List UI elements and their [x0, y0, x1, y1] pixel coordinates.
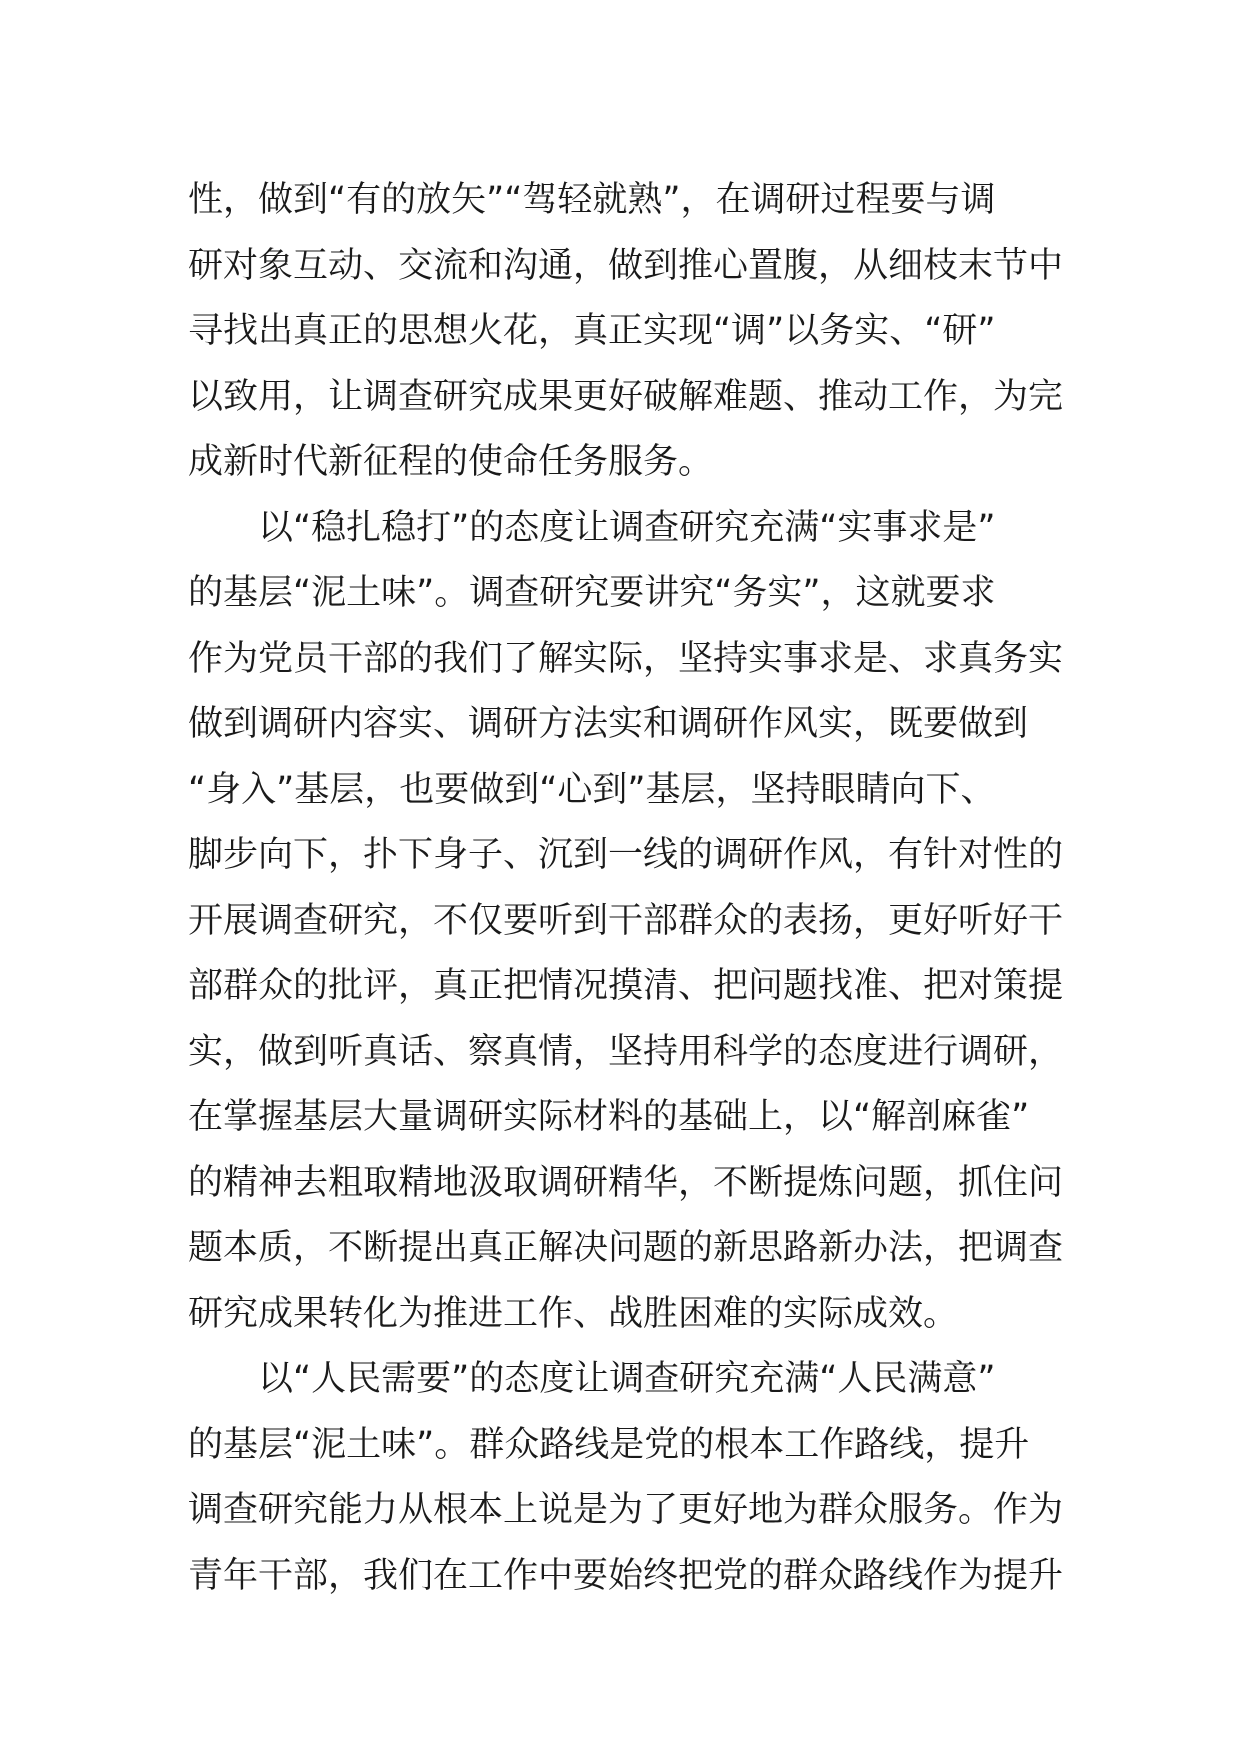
text-line: 做到调研内容实、调研方法实和调研作风实，既要做到: [188, 704, 1029, 744]
text-line: 以致用，让调查研究成果更好破解难题、推动工作，为完: [188, 376, 1064, 417]
text-line: 研对象互动、交流和沟通，做到推心置腹，从细枝末节中: [188, 245, 1064, 286]
text-line: 开展调查研究，不仅要听到干部群众的表扬，更好听好干: [188, 900, 1064, 941]
text-line: 实，做到听真话、察真情，坚持用科学的态度进行调研，: [188, 1031, 1064, 1072]
text-line: 成新时代新征程的使命任务服务。: [188, 442, 714, 482]
text-line: 部群众的批评，真正把情况摸清、把问题找准、把对策提: [188, 966, 1064, 1006]
text-line: 研究成果转化为推进工作、战胜困难的实际成效。: [188, 1293, 959, 1334]
paragraph-continuation: [188, 168, 1068, 496]
text-line: 在掌握基层大量调研实际材料的基础上，以“解剖麻雀”: [188, 1097, 1030, 1137]
text-line: 的基层“泥土味”。调查研究要讲究“务实”，这就要求: [188, 573, 996, 613]
text-line-indented: 以“人民需要”的态度让调查研究充满“人民满意”: [258, 1359, 996, 1399]
document-body: [188, 168, 1068, 1609]
text-line: 性，做到“有的放矢”“驾轻就熟”，在调研过程要与调: [188, 180, 996, 220]
paragraph-steady-approach: [188, 496, 1068, 1348]
text-line: 题本质，不断提出真正解决问题的新思路新办法，把调查: [188, 1228, 1064, 1268]
text-line: 脚步向下，扑下身子、沉到一线的调研作风，有针对性的: [188, 835, 1064, 875]
paragraph-people-needs: [188, 1347, 1068, 1609]
text-line: 作为党员干部的我们了解实际，坚持实事求是、求真务实: [188, 638, 1064, 679]
text-line: 的基层“泥土味”。群众路线是党的根本工作路线，提升: [188, 1424, 1030, 1465]
text-line: 的精神去粗取精地汲取调研精华，不断提炼问题，抓住问: [188, 1162, 1064, 1203]
text-line: 调查研究能力从根本上说是为了更好地为群众服务。作为: [188, 1490, 1064, 1530]
text-line-indented: 以“稳扎稳打”的态度让调查研究充满“实事求是”: [258, 507, 996, 548]
text-line: “身入”基层，也要做到“心到”基层，坚持眼睛向下、: [188, 769, 996, 810]
text-line: 寻找出真正的思想火花，真正实现“调”以务实、“研”: [188, 311, 996, 351]
text-line: 青年干部，我们在工作中要始终把党的群众路线作为提升: [188, 1555, 1064, 1596]
